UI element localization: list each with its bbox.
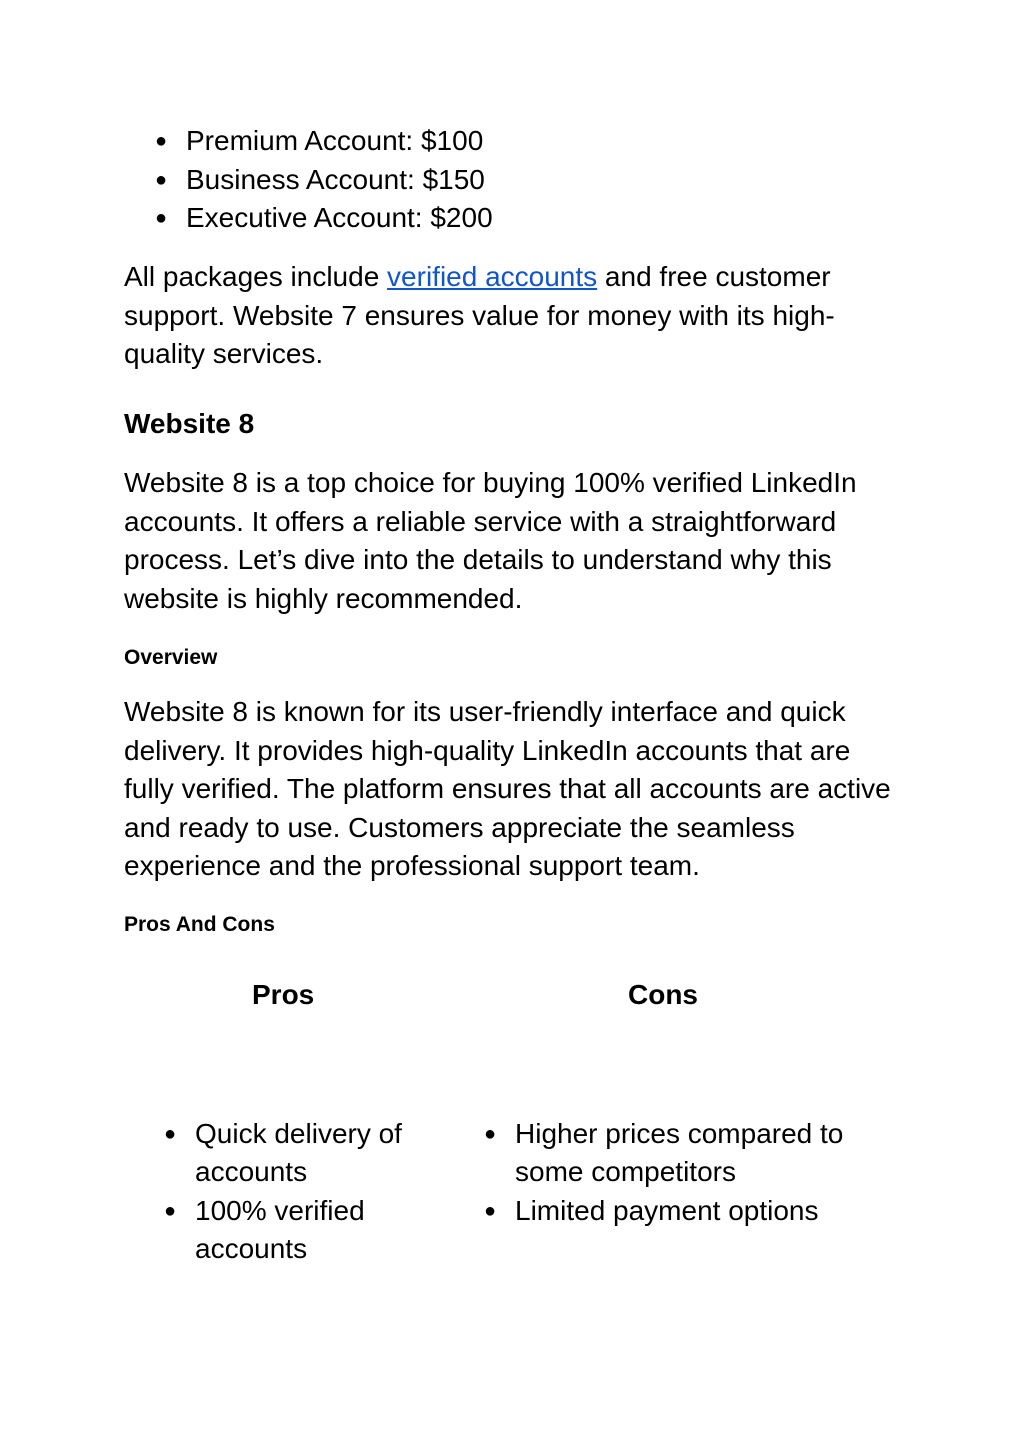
list-item <box>164 1192 434 1269</box>
pros-list <box>164 1076 434 1269</box>
list-item-text: Premium Account: $100 <box>186 125 484 156</box>
cons-column-title: Cons <box>628 979 698 1010</box>
list-item <box>484 1115 874 1192</box>
list-item-text: Limited payment options <box>515 1194 819 1226</box>
list-item <box>155 199 493 238</box>
list-item-text: Executive Account: $200 <box>186 202 493 233</box>
cons-list <box>484 1076 874 1230</box>
list-item-text: Quick delivery of accounts <box>195 1117 402 1187</box>
list-item-text: Business Account: $150 <box>186 163 485 195</box>
overview-paragraph: Website 8 is known for its user-friendly interface and quick delivery. It provides high-quality LinkedIn accounts that are fully verified. The platform ensures that all accounts are active and ready to use. Customers appreciate the seamless experience and the professional support team. <box>124 696 891 882</box>
price-list <box>155 122 493 238</box>
bullet-icon: ● <box>484 1199 497 1222</box>
list-item <box>155 161 493 200</box>
list-item-text: 100% verified accounts <box>195 1194 365 1264</box>
website8-heading: Website 8 <box>124 408 255 439</box>
website8-intro: Website 8 is a top choice for buying 100% verified LinkedIn accounts. It offers a reliable service with a straightforward process. Let’s dive into the details to understand why this website is highly recommended. <box>124 467 857 614</box>
overview-heading: Overview <box>124 646 218 669</box>
bullet-icon: ● <box>164 1122 177 1145</box>
pros-column-title: Pros <box>252 979 315 1010</box>
bullet-icon: ● <box>155 168 168 191</box>
summary-text-end: and free customer support. Website 7 ensures value for money with its high-quality services. <box>124 261 835 370</box>
bullet-icon: ● <box>155 130 168 152</box>
bullet-icon: ● <box>484 1122 497 1145</box>
summary-text-start: All packages include <box>124 261 388 292</box>
list-item <box>155 122 493 161</box>
list-item <box>484 1192 874 1231</box>
summary-paragraph <box>124 258 904 374</box>
list-item <box>164 1115 434 1192</box>
bullet-icon: ● <box>164 1199 177 1222</box>
bullet-icon: ● <box>155 207 168 229</box>
list-item-text: Higher prices compared to some competitors <box>515 1117 844 1187</box>
verified-accounts-link[interactable]: verified accounts <box>387 261 598 292</box>
pros-cons-heading: Pros And Cons <box>124 913 275 936</box>
